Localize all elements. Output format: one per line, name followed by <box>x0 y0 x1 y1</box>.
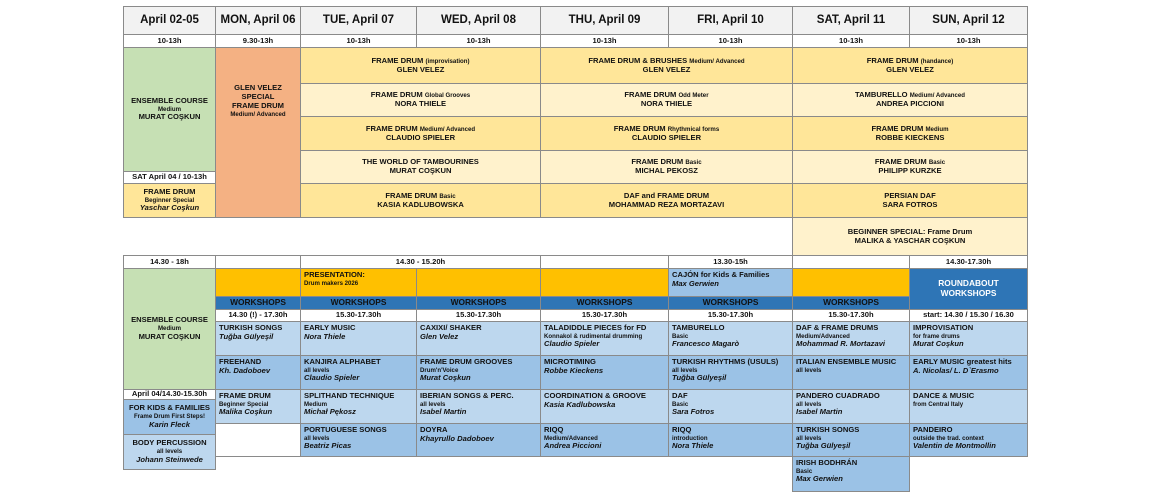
afternoon-time-tue-wed <box>300 255 541 269</box>
cell-text: FRAME DRUM <box>871 123 924 133</box>
cajon-kids-families <box>668 268 793 297</box>
cell-text: 14.30 - 18h <box>150 256 189 266</box>
cell-text: Yaschar Coşkun <box>139 203 200 213</box>
orange-slot-thu <box>540 268 669 297</box>
cell-text: ROBBE KIECKENS <box>875 132 945 142</box>
cell-text: FOR KIDS & FAMILIES <box>128 403 210 413</box>
workshops-header-1 <box>215 296 301 310</box>
cell-text: 15.30-17.30h <box>455 310 502 320</box>
sat-sun-morning-3 <box>792 116 1028 151</box>
cell-text: PRESENTATION: <box>304 270 365 279</box>
cell-text: DAF & FRAME DRUMS <box>796 323 879 332</box>
cell-text: ENSEMBLE COURSE <box>131 95 208 105</box>
morning-time-5 <box>668 34 793 48</box>
day-header-1 <box>215 6 301 35</box>
cell-text: 14.30 - 15.20h <box>395 256 446 266</box>
sat-sun-morning-2 <box>792 83 1028 117</box>
cell-text: Claudio Spieler <box>544 339 600 349</box>
cell-text: EARLY MUSIC <box>304 323 356 332</box>
thu-fri-morning-4 <box>540 150 793 184</box>
cell-text: Medium <box>304 400 328 408</box>
cell-text: MALIKA & YASCHAR COŞKUN <box>854 235 966 245</box>
cell-text: Sara Fotros <box>672 407 715 417</box>
morning-time-0 <box>123 34 216 48</box>
workshop-s-5 <box>792 456 910 492</box>
cell-text: FRAME DRUM <box>371 55 424 65</box>
cell-text: Medium/ Advanced <box>909 92 966 100</box>
morning-time-2 <box>300 34 417 48</box>
sat-sun-morning-4 <box>792 150 1028 184</box>
cell-text: TUE, April 07 <box>322 13 395 26</box>
workshop-u-1 <box>909 321 1028 356</box>
cell-text: BEGINNER SPECIAL: Frame Drum <box>847 226 973 236</box>
cell-text: 15.30-17.30h <box>335 310 382 320</box>
cell-text: RIQQ <box>672 425 692 434</box>
afternoon-time-5 <box>668 255 793 269</box>
cell-text: MURAT COŞKUN <box>138 331 201 341</box>
sat-sun-morning-1 <box>792 47 1028 84</box>
workshops-header-4 <box>540 296 669 310</box>
cell-text: Michał Pękosz <box>304 407 356 417</box>
cell-text: Beginner Special <box>144 196 195 204</box>
cell-text: THE WORLD OF TAMBOURINES <box>362 157 479 167</box>
cell-text: 10-13h <box>718 35 743 45</box>
cell-text: WORKSHOPS <box>230 297 286 308</box>
cell-text: Medium/ Advanced <box>419 125 476 133</box>
cell-text: Medium <box>157 105 182 113</box>
cell-text: FRAME DRUM <box>866 55 919 65</box>
cell-text: NORA THIELE <box>394 99 447 108</box>
workshop-t-4 <box>300 423 417 457</box>
cell-text: Drum makers 2026 <box>304 279 359 287</box>
cell-text: FRAME DRUM <box>624 90 677 100</box>
cell-text: Claudio Spieler <box>304 373 360 383</box>
workshop-m-3 <box>215 389 301 424</box>
cell-text: TALADIDDLE PIECES for FD <box>544 323 647 332</box>
roundabout-workshops <box>909 268 1028 310</box>
cell-text: Basic <box>439 192 456 200</box>
cell-text: SAT, April 11 <box>816 13 886 26</box>
beginner-special-morning <box>123 183 216 218</box>
cell-text: Konnakol & rudimental drumming <box>544 332 643 340</box>
cell-text: FRAME DRUM & BRUSHES <box>588 55 688 65</box>
cell-text: MURAT COŞKUN <box>389 166 452 175</box>
cell-text: ITALIAN ENSEMBLE MUSIC <box>796 357 897 366</box>
cell-text: for frame drums <box>913 332 960 340</box>
afternoon-time-7 <box>909 255 1028 269</box>
cell-text: DOYRA <box>420 425 448 434</box>
cell-text: Karin Fleck <box>149 419 190 429</box>
cell-text: Nora Thiele <box>304 331 346 341</box>
cell-text: 10-13h <box>592 35 617 45</box>
cell-text: MURAT COŞKUN <box>138 112 201 122</box>
cell-text: KANJIRA ALPHABET <box>304 357 381 366</box>
cell-text: GLEN VELEZ <box>642 64 691 74</box>
cell-text: WORKSHOPS <box>330 297 387 308</box>
morning-time-3 <box>416 34 541 48</box>
cell-text: 15.30-17.30h <box>707 310 754 320</box>
workshop-w-3 <box>416 389 541 424</box>
cell-text: Max Gerwien <box>796 474 843 484</box>
workshop-t-2 <box>300 355 417 390</box>
cell-text: A. Nicolas/ L. D`Erasmo <box>913 365 999 375</box>
workshop-u-3 <box>909 389 1028 424</box>
cell-text: Basic <box>672 400 689 408</box>
cell-text: NORA THIELE <box>640 99 693 108</box>
workshop-s-2 <box>792 355 910 390</box>
orange-slot-sat <box>792 268 910 297</box>
day-header-2 <box>300 6 417 35</box>
cell-text: THU, April 09 <box>568 13 641 26</box>
cell-text: CLAUDIO SPIELER <box>631 132 702 142</box>
cell-text: BODY PERCUSSION <box>132 438 207 448</box>
cell-text: FRAME DRUM <box>143 186 196 196</box>
cell-text: TAMBURELLO <box>672 323 725 332</box>
orange-slot-mon <box>215 268 301 297</box>
workshops-header-6 <box>792 296 910 310</box>
cell-text: all levels <box>796 434 822 442</box>
cell-text: 10-13h <box>838 35 864 45</box>
for-kids-families <box>123 399 216 435</box>
day-header-3 <box>416 6 541 35</box>
cell-text: WORKSHOPS <box>576 297 633 308</box>
cell-text: KASIA KADLUBOWSKA <box>377 199 464 209</box>
cell-text: PERSIAN DAF <box>884 190 936 200</box>
cell-text: FRI, April 10 <box>697 13 764 26</box>
day-header-5 <box>668 6 793 35</box>
cell-text: 10-13h <box>157 35 182 45</box>
cell-text: SAT April 04 / 10-13h <box>132 172 207 182</box>
cell-text: DANCE & MUSIC <box>913 391 975 400</box>
cell-text: Robbe Kieckens <box>544 365 604 375</box>
cell-text: MON, April 06 <box>220 13 296 26</box>
workshop-m-2 <box>215 355 301 390</box>
cell-text: Johann Steinwede <box>136 454 203 464</box>
cell-text: MOHAMMAD REZA MORTAZAVI <box>608 199 725 209</box>
cell-text: all levels <box>304 434 330 442</box>
cell-text: outside the trad. context <box>913 434 984 442</box>
tue-wed-morning-1 <box>300 47 541 84</box>
cell-text: start: 14.30 / 15.30 / 16.30 <box>923 310 1014 320</box>
cell-text: TURKISH SONGS <box>796 425 860 434</box>
cell-text: FRAME DRUM <box>631 157 684 167</box>
sat-sun-morning-5 <box>792 183 1028 218</box>
cell-text: Khayrullo Dadoboev <box>420 433 494 443</box>
cell-text: Medium/ Advanced <box>230 110 286 118</box>
workshops-header-2 <box>300 296 417 310</box>
cell-text: ANDREA PICCIONI <box>875 99 945 108</box>
cell-text: Beatriz Picas <box>304 441 352 451</box>
cell-text: Murat Coşkun <box>913 339 964 349</box>
ensemble-course-morning <box>123 47 216 172</box>
cell-text: 15.30-17.30h <box>828 310 874 320</box>
cell-text: FREEHAND <box>219 357 262 366</box>
cell-text: SARA FOTROS <box>882 199 938 209</box>
glen-velez-special <box>215 47 301 218</box>
cell-text: WORKSHOPS <box>450 297 507 308</box>
cell-text: all levels <box>672 366 698 374</box>
cell-text: 15.30-17.30h <box>581 310 628 320</box>
cell-text: Nora Thiele <box>672 441 714 451</box>
thu-fri-morning-5 <box>540 183 793 218</box>
workshop-u-4 <box>909 423 1028 457</box>
cell-text: Mohammad R. Mortazavi <box>796 339 886 349</box>
cell-text: 10-13h <box>346 35 371 45</box>
thu-fri-morning-2 <box>540 83 793 117</box>
cell-text: Drum'n'Voice <box>420 366 459 374</box>
thu-fri-morning-1 <box>540 47 793 84</box>
cell-text: WORKSHOPS <box>823 297 879 308</box>
morning-time-7 <box>909 34 1028 48</box>
workshop-w-4 <box>416 423 541 457</box>
afternoon-time-0 <box>123 255 216 269</box>
empty-slot-mon-4 <box>215 423 301 457</box>
cell-text: (handance) <box>920 57 954 65</box>
ensemble-course-afternoon <box>123 268 216 390</box>
cell-text: Glen Velez <box>420 331 459 341</box>
cell-text: TURKISH SONGS <box>219 323 283 332</box>
workshop-s-4 <box>792 423 910 457</box>
cell-text: PANDEIRO <box>913 425 953 434</box>
cell-text: 13.30-15h <box>713 256 748 266</box>
cell-text: Beginner Special <box>219 400 269 408</box>
workshop-t-3 <box>300 389 417 424</box>
cell-text: PORTUGUESE SONGS <box>304 425 387 434</box>
cell-text: (improvisation) <box>425 57 470 65</box>
cell-text: FRAME DRUM <box>219 391 271 400</box>
cell-text: DAF <box>672 391 688 400</box>
cell-text: CAJÓN for Kids & Families <box>672 270 770 279</box>
workshop-h-3 <box>540 389 669 424</box>
cell-text: Malika Coşkun <box>219 407 273 417</box>
workshop-s-1 <box>792 321 910 356</box>
cell-text: Valentin de Montmollin <box>913 441 996 451</box>
cell-text: FRAME DRUM <box>874 157 927 167</box>
cell-text: Kh. Dadoboev <box>219 365 271 375</box>
cell-text: all levels <box>420 400 446 408</box>
cell-text: COORDINATION & GROOVE <box>544 391 646 400</box>
cell-text: ROUNDABOUT WORKSHOPS <box>938 278 999 298</box>
cell-text: EARLY MUSIC greatest hits <box>913 357 1012 366</box>
cell-text: SPLITHAND TECHNIQUE <box>304 391 395 400</box>
cell-text: CLAUDIO SPIELER <box>385 132 456 142</box>
cell-text: 10-13h <box>466 35 491 45</box>
cell-text: MICROTIMING <box>544 357 596 366</box>
cell-text: SUN, April 12 <box>932 13 1005 26</box>
cell-text: Basic <box>672 332 689 340</box>
cell-text: Medium <box>157 325 182 333</box>
workshop-f-1 <box>668 321 793 356</box>
tue-wed-morning-5 <box>300 183 541 218</box>
workshops-header-3 <box>416 296 541 310</box>
cell-text: ENSEMBLE COURSE <box>131 315 208 325</box>
cell-text: Tuğba Gülyeşil <box>672 373 727 383</box>
cell-text: Global Grooves <box>424 92 471 100</box>
cell-text: Medium/Advanced <box>544 434 598 442</box>
morning-time-6 <box>792 34 910 48</box>
cell-text: WORKSHOPS <box>702 297 759 308</box>
tue-wed-morning-4 <box>300 150 541 184</box>
cell-text: FRAME DRUM <box>232 100 284 110</box>
cell-text: Tuğba Gülyeşil <box>219 331 274 341</box>
cell-text: Andrea Piccioni <box>544 441 602 451</box>
cell-text: all levels <box>304 366 330 374</box>
day-header-6 <box>792 6 910 35</box>
day-header-7 <box>909 6 1028 35</box>
cell-text: GLEN VELEZ SPECIAL <box>234 83 282 101</box>
cell-text: Isabel Martin <box>796 407 843 417</box>
cell-text: Kasia Kadlubowska <box>544 399 616 409</box>
afternoon-time-6 <box>792 255 910 269</box>
day-header-4 <box>540 6 669 35</box>
cell-text: Medium <box>925 125 949 133</box>
cell-text: introduction <box>672 434 708 442</box>
cell-text: from Central Italy <box>913 400 964 408</box>
cell-text: PANDERO CUADRADO <box>796 391 880 400</box>
cell-text: MICHAL PEKOSZ <box>635 166 698 175</box>
cell-text: GLEN VELEZ <box>886 64 934 74</box>
cell-text: IBERIAN SONGS & PERC. <box>420 391 514 400</box>
cell-text: FRAME DRUM <box>365 123 418 133</box>
cell-text: 14.30 (!) - 17.30h <box>228 310 288 320</box>
cell-text: FRAME DRUM GROOVES <box>420 357 513 366</box>
orange-slot-wed <box>416 268 541 297</box>
cell-text: Rhythmical forms <box>667 125 720 133</box>
thu-fri-morning-3 <box>540 116 793 151</box>
cell-text: Basic <box>928 159 946 167</box>
cell-text: all levels <box>156 448 183 456</box>
cell-text: FRAME DRUM <box>370 90 423 100</box>
sat-sun-morning-6 <box>792 217 1028 256</box>
workshop-f-4 <box>668 423 793 457</box>
cell-text: all levels <box>796 400 822 408</box>
cell-text: WED, April 08 <box>441 13 516 26</box>
cell-text: FRAME DRUM <box>613 123 666 133</box>
cell-text: Frame Drum First Steps! <box>133 413 206 421</box>
cell-text: Max Gerwien <box>672 278 719 288</box>
cell-text: Francesco Magarò <box>672 339 740 349</box>
cell-text: Isabel Martin <box>420 407 467 417</box>
cell-text: Medium/Advanced <box>796 332 850 340</box>
workshop-w-2 <box>416 355 541 390</box>
cell-text: FRAME DRUM <box>385 190 438 200</box>
cell-text: Odd Meter <box>678 92 709 100</box>
cell-text: April 02-05 <box>140 13 199 26</box>
tue-wed-morning-2 <box>300 83 541 117</box>
workshops-header-5 <box>668 296 793 310</box>
cell-text: RIQQ <box>544 425 564 434</box>
cell-text: 10-13h <box>956 35 981 45</box>
workshop-t-1 <box>300 321 417 356</box>
cell-text: Basic <box>796 467 813 475</box>
presentation-drum-makers <box>300 268 417 297</box>
cell-text: 9.30-13h <box>242 35 274 45</box>
cell-text: 14.30-17.30h <box>945 256 992 266</box>
cell-text: GLEN VELEZ <box>396 64 445 74</box>
cell-text: IMPROVISATION <box>913 323 974 332</box>
tue-wed-morning-3 <box>300 116 541 151</box>
workshop-h-4 <box>540 423 669 457</box>
afternoon-time-1 <box>215 255 301 269</box>
workshop-s-3 <box>792 389 910 424</box>
workshop-w-1 <box>416 321 541 356</box>
day-header-0 <box>123 6 216 35</box>
cell-text: DAF and FRAME DRUM <box>623 190 710 200</box>
morning-time-1 <box>215 34 301 48</box>
cell-text: IRISH BODHRÁN <box>796 458 858 467</box>
workshop-u-2 <box>909 355 1028 390</box>
cell-text: Tuğba Gülyeşil <box>796 441 851 451</box>
workshop-h-2 <box>540 355 669 390</box>
cell-text: April 04/14.30-15.30h <box>131 389 208 399</box>
cell-text: Medium/ Advanced <box>689 57 745 65</box>
cell-text: TAMBURELLO <box>854 90 908 100</box>
workshop-m-1 <box>215 321 301 356</box>
morning-time-4 <box>540 34 669 48</box>
cell-text: Murat Coşkun <box>420 373 471 383</box>
workshop-f-3 <box>668 389 793 424</box>
cell-text: CAXIXI/ SHAKER <box>420 323 482 332</box>
cell-text: TURKISH RHYTHMS (USULS) <box>672 357 779 366</box>
afternoon-time-4 <box>540 255 669 269</box>
body-percussion <box>123 434 216 470</box>
workshop-h-1 <box>540 321 669 356</box>
cell-text: PHILIPP KURZKE <box>878 166 942 175</box>
cell-text: all levels <box>796 366 822 374</box>
cell-text: Basic <box>685 159 702 167</box>
workshop-f-2 <box>668 355 793 390</box>
